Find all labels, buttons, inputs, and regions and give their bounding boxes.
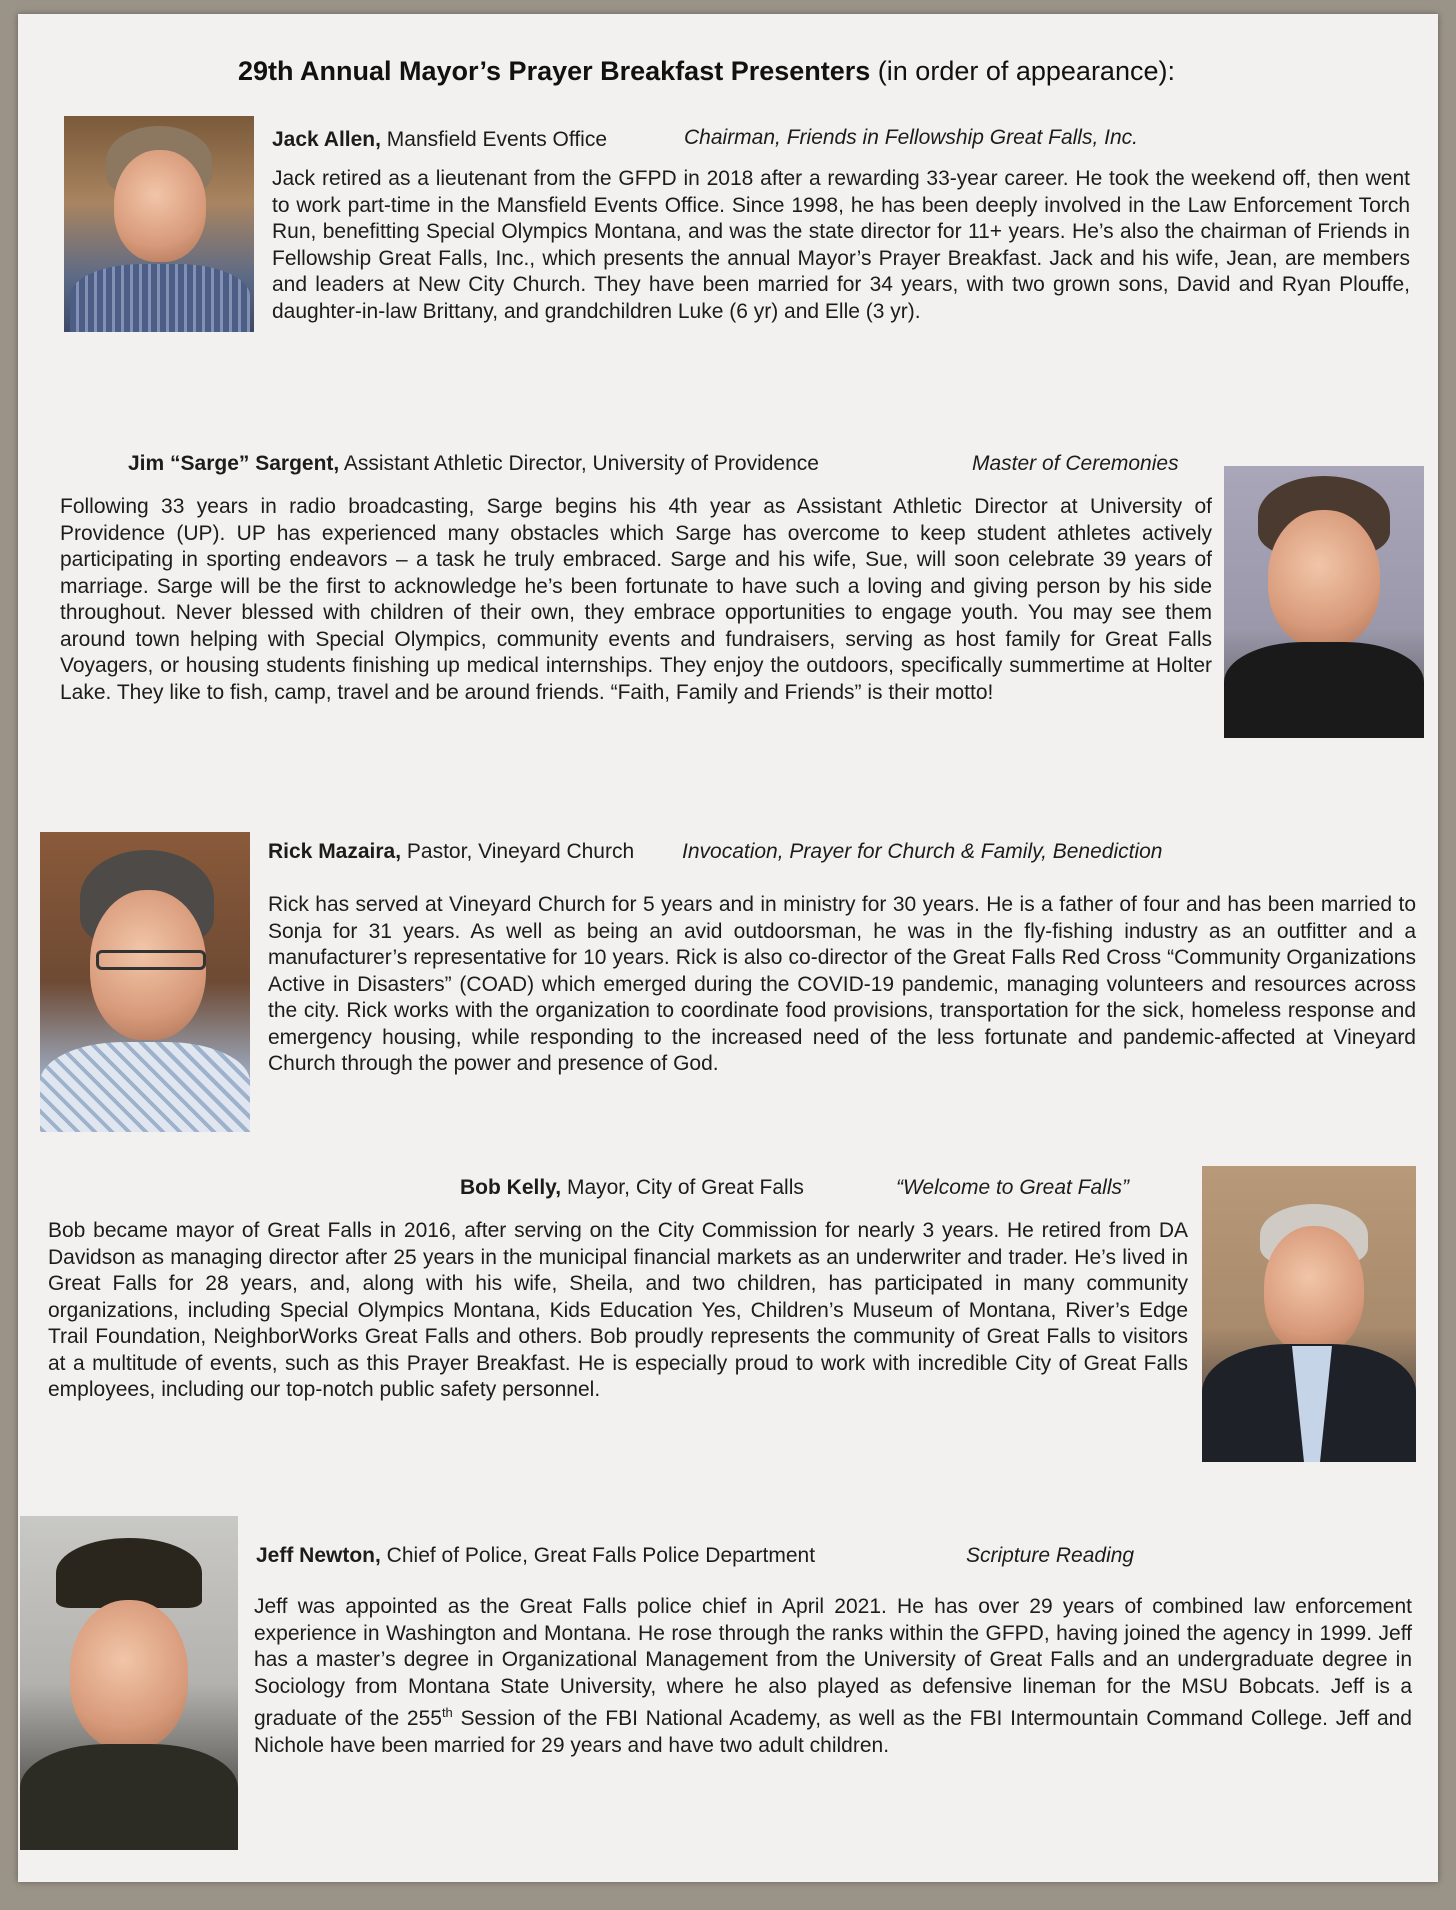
presenter-role-bob-kelly: “Welcome to Great Falls” [896,1176,1129,1199]
presenter-photo-jack-allen [64,116,254,332]
presenter-bio-rick-mazaira: Rick has served at Vineyard Church for 5 years and in ministry for 30 years. He is a father of four and has been married to Sonja for 31 years. As well as being an avid outdoorsman, he was in the fly-fishing industry as an outfitter and a manufacturer’s representative for 10 years. Rick is also co-director of the Great Falls Red Cross “Community Organizations Active in Disasters” (COAD) which emerged during the COVID-19 pandemic, managing volunteers and resources across the city. Rick works with the organization to coordinate food provisions, transportation for the sick, homeless response and emergency housing, while responding to the increased need of the less fortunate and pandemic-affected at Vineyard Church through the power and presence of God. [268,893,1416,1075]
presenter-heading-jack-allen [272,128,607,152]
presenter-photo-jeff-newton [20,1516,238,1850]
presenter-affiliation: Mansfield Events Office [380,128,608,151]
presenter-name: Jim “Sarge” Sargent, [128,452,340,475]
presenter-role-jack-allen: Chairman, Friends in Fellowship Great Falls, Inc. [684,126,1138,149]
bio-part: Jeff was appointed as the Great Falls police chief in April 2021. He has over 29 years of combined law enforcement experience in Washington and Montana. He rose through the ranks within the GFPD, having joined the agency in 1999. Jeff has a master’s degree in Organizational Management from the University of Great Falls and an undergraduate degree in Sociology from Montana State University, where he also played as defensive lineman for the MSU Bobcats. Jeff is a graduate of the 255 [254,1595,1412,1730]
bio-ordinal-suffix: th [441,1705,453,1720]
bio-part: Session of the FBI National Academy, as well as the FBI Intermountain Command College. Jeff and Nichole have been married for 29 years and have two adult children. [254,1707,1412,1757]
page-title [238,56,1238,87]
presenter-affiliation: Assistant Athletic Director, University of Providence [339,452,819,475]
presenter-photo-jim-sargent [1224,466,1424,738]
presenter-photo-rick-mazaira [40,832,250,1132]
title-suffix: (in order of appearance): [870,56,1175,86]
presenter-role-jim-sargent: Master of Ceremonies [972,452,1179,475]
presenter-name: Jack Allen, [272,128,381,151]
presenter-name: Jeff Newton, [256,1544,381,1567]
presenter-heading-rick-mazaira [268,840,634,864]
presenter-name: Bob Kelly, [460,1176,562,1199]
presenter-bio-jim-sargent: Following 33 years in radio broadcasting, Sarge begins his 4th year as Assistant Athletic Director at University of Providence (UP). UP has experienced many obstacles which Sarge has overcome to keep student athletes actively participating in sporting endeavors – a task he truly embraced. Sarge and his wife, Sue, will soon celebrate 39 years of marriage. Sarge will be the first to acknowledge he’s been fortunate to have such a loving and giving person by his side throughout. Never blessed with children of their own, they embrace opportunities to engage youth. You may see them around town helping with Special Olympics, community events and fundraisers, serving as host family for Great Falls Voyagers, or housing students finishing up medical internships. They enjoy the outdoors, specifically summertime at Holter Lake. They like to fish, camp, travel and be around friends. “Faith, Family and Friends” is their motto! [60,495,1212,704]
presenter-role-jeff-newton: Scripture Reading [966,1544,1135,1567]
presenter-heading-jim-sargent [128,452,819,476]
presenter-bio-jack-allen: Jack retired as a lieutenant from the GFPD in 2018 after a rewarding 33-year career. He took the weekend off, then went to work part-time in the Mansfield Events Office. Since 1998, he has been deeply involved in the Law Enforcement Torch Run, benefitting Special Olympics Montana, and was the state director for 11+ years. He’s also the chairman of Friends in Fellowship Great Falls, Inc., which presents the annual Mayor’s Prayer Breakfast. Jack and his wife, Jean, are members and leaders at New City Church. They have been married for 34 years, with two grown sons, David and Ryan Plouffe, daughter-in-law Brittany, and grandchildren Luke (6 yr) and Elle (3 yr). [272,167,1410,323]
presenter-bio-bob-kelly: Bob became mayor of Great Falls in 2016, after serving on the City Commission for nearly 3 years. He retired from DA Davidson as managing director after 25 years in the municipal financial markets as an underwriter and trader. He’s lived in Great Falls for 28 years, and, along with his wife, Sheila, and two children, has participated in many community organizations, including Special Olympics Montana, Kids Education Yes, Children’s Museum of Montana, River’s Edge Trail Foundation, NeighborWorks Great Falls and others. Bob proudly represents the community of Great Falls to visitors at a multitude of events, such as this Prayer Breakfast. He is especially proud to work with incredible City of Great Falls employees, including our top-notch public safety personnel. [48,1219,1188,1401]
presenter-photo-bob-kelly [1202,1166,1416,1462]
presenter-affiliation: Chief of Police, Great Falls Police Department [380,1544,816,1567]
presenter-bio-jeff-newton [254,1594,1412,1759]
presenter-affiliation: Mayor, City of Great Falls [561,1176,804,1199]
presenter-heading-jeff-newton [256,1544,815,1568]
title-bold: 29th Annual Mayor’s Prayer Breakfast Presenters [238,56,871,86]
flyer-page [18,14,1438,1882]
presenter-role-rick-mazaira: Invocation, Prayer for Church & Family, Benediction [682,840,1163,863]
presenter-heading-bob-kelly [460,1176,804,1200]
presenter-name: Rick Mazaira, [268,840,402,863]
presenter-affiliation: Pastor, Vineyard Church [401,840,635,863]
